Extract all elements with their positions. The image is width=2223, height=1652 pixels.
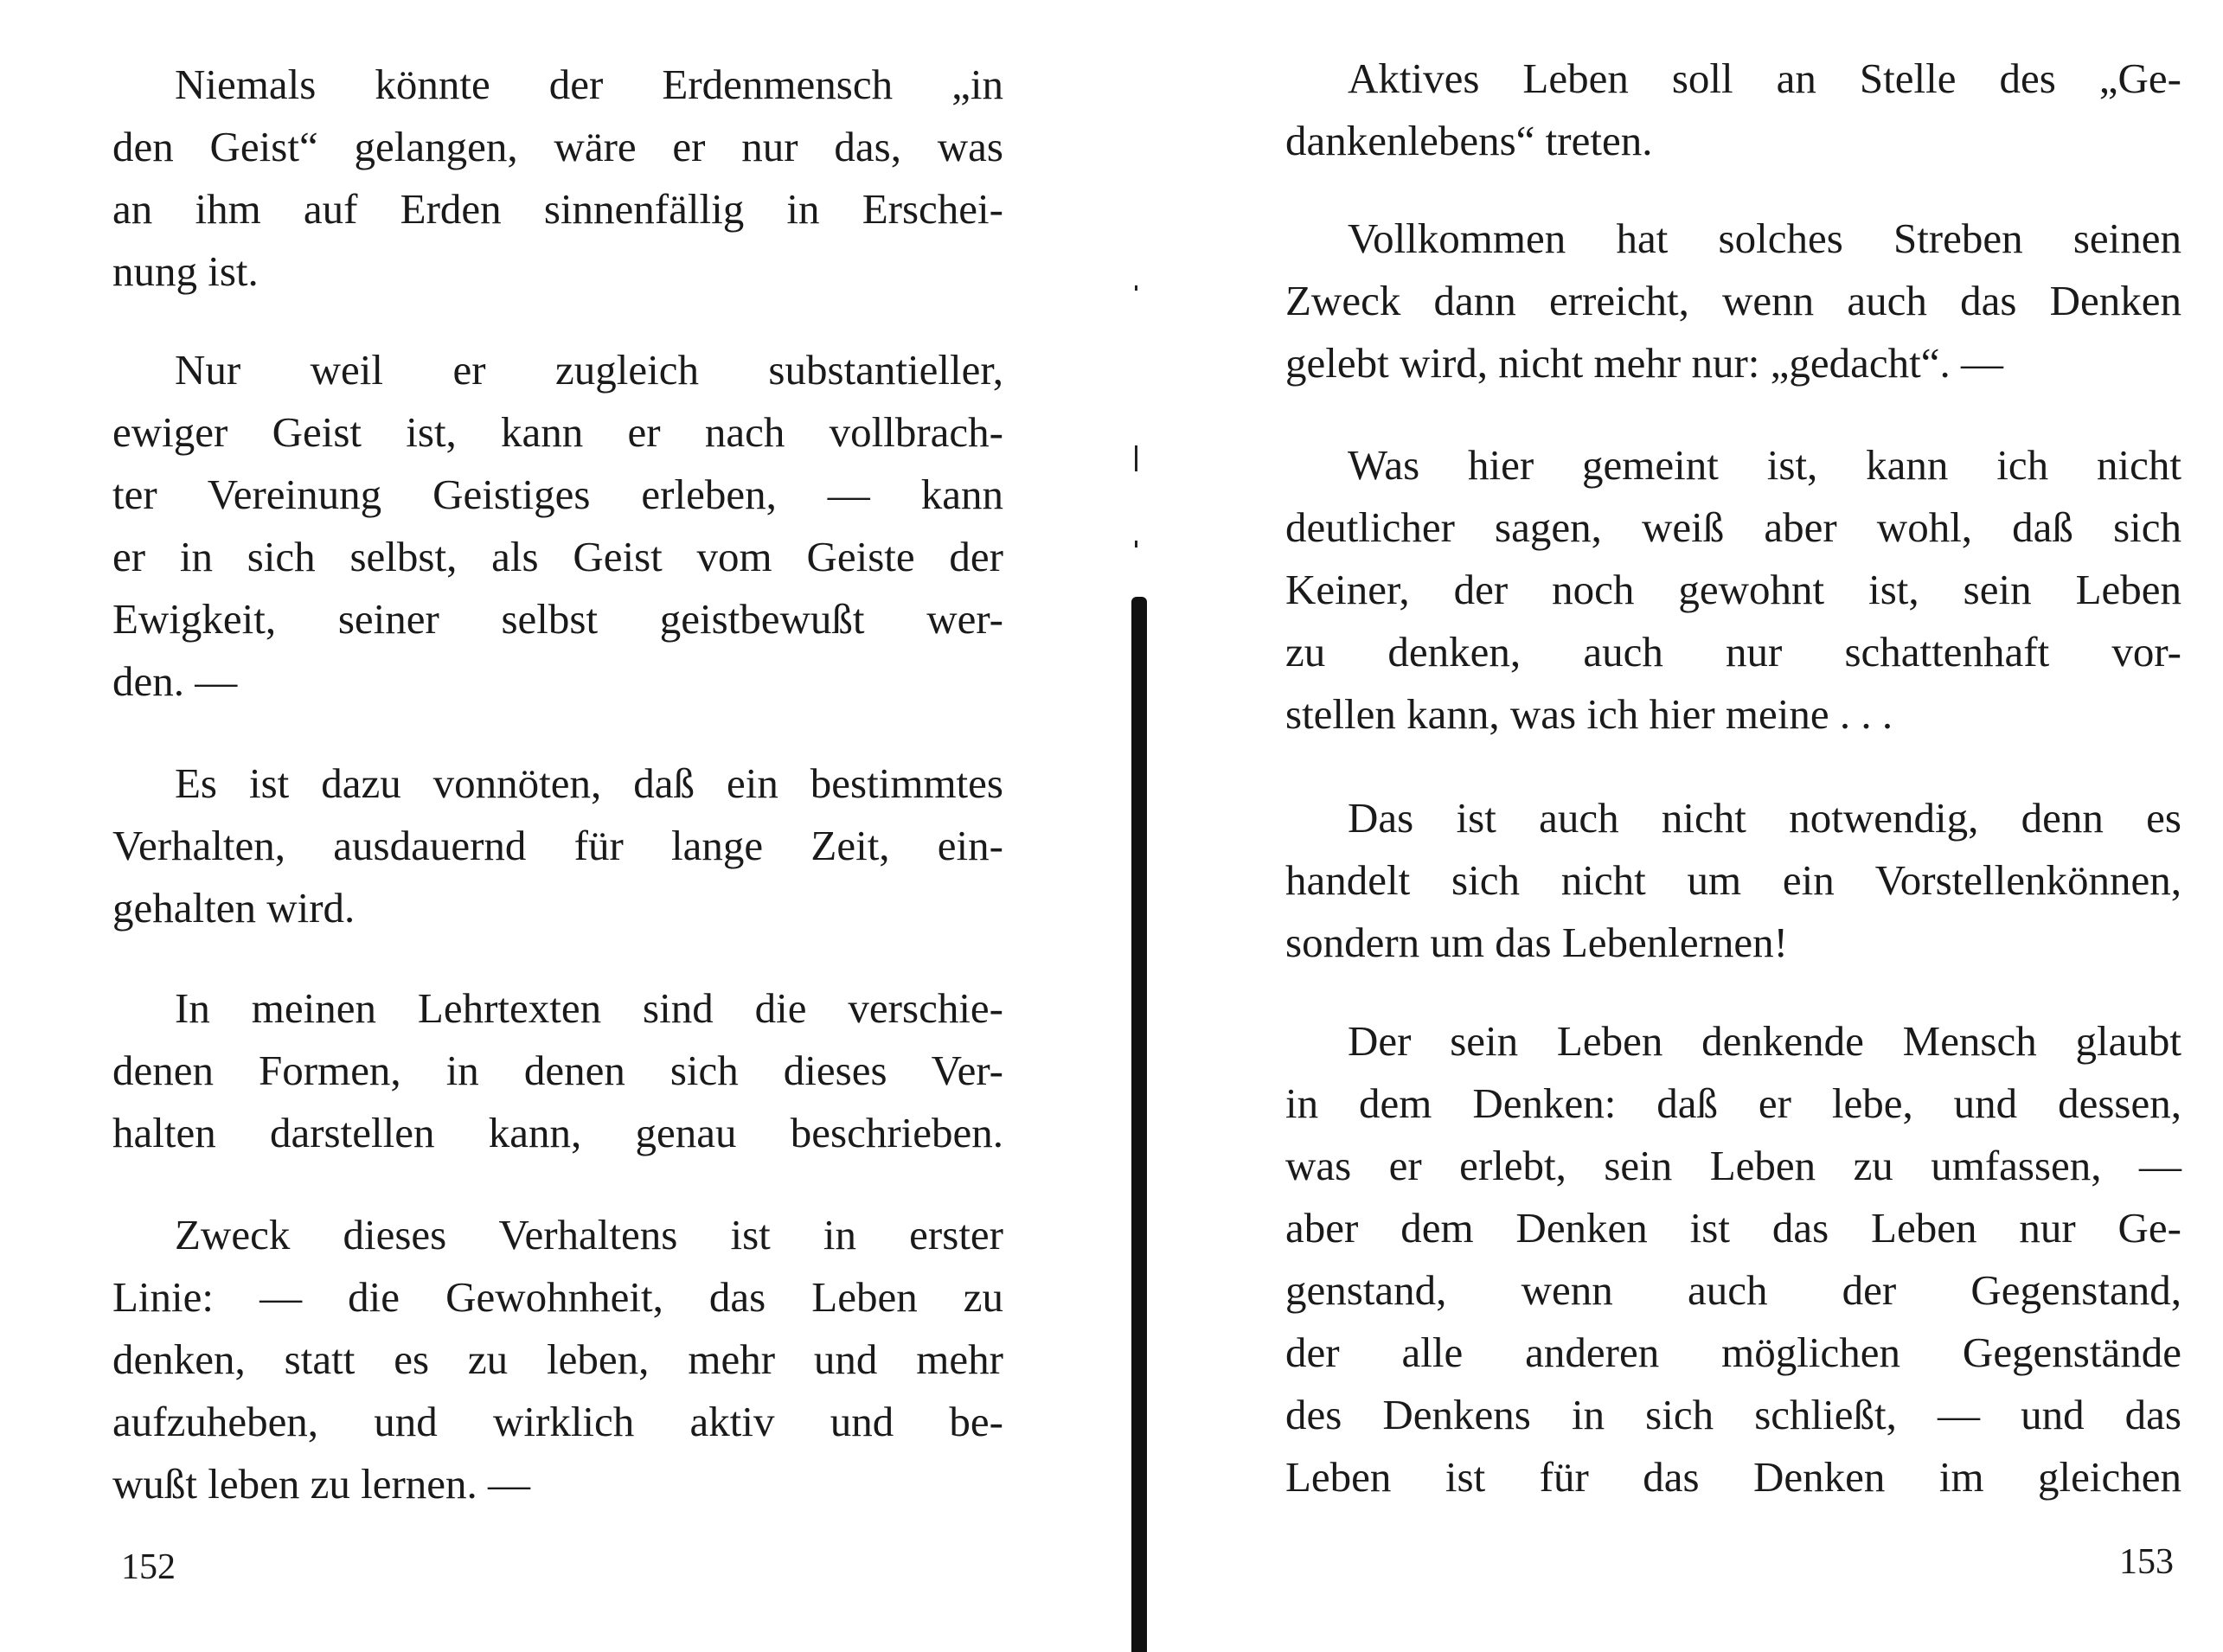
text-line: er in sich selbst, als Geist vom Geiste der (112, 533, 1003, 580)
text-line: Ewigkeit, seiner selbst geistbewußt wer- (112, 595, 1003, 643)
text-line: nung ist. (112, 247, 259, 295)
text-line: Was hier gemeint ist, kann ich nicht (1348, 441, 2181, 489)
text-line: in dem Denken: daß er lebe, und dessen, (1285, 1079, 2181, 1127)
text-line: Verhalten, ausdauernd für lange Zeit, ein- (112, 822, 1003, 869)
text-line: Niemals könnte der Erdenmensch „in (175, 61, 1003, 108)
text-line: In meinen Lehrtexten sind die verschie- (175, 984, 1003, 1032)
text-line: zu denken, auch nur schattenhaft vor- (1285, 628, 2181, 676)
text-line: denen Formen, in denen sich dieses Ver- (112, 1047, 1003, 1094)
text-line: Zweck dieses Verhaltens ist in erster (175, 1211, 1003, 1258)
left-paragraph-1 (112, 54, 1003, 303)
text-line: deutlicher sagen, weiß aber wohl, daß sich (1285, 503, 2181, 551)
text-line: Es ist dazu vonnöten, daß ein bestimmtes (175, 759, 1003, 807)
text-line: dankenlebens“ treten. (1285, 117, 1653, 164)
text-line: stellen kann, was ich hier meine . . . (1285, 690, 1893, 738)
text-line: Keiner, der noch gewohnt ist, sein Leben (1285, 566, 2181, 613)
text-line: gehalten wird. (112, 884, 356, 932)
text-line: wußt leben zu lernen. — (112, 1460, 531, 1508)
page-number: 153 (2119, 1542, 2174, 1582)
text-line: Vollkommen hat solches Streben seinen (1348, 215, 2181, 262)
right-page (1133, 0, 2223, 1652)
text-line: ewiger Geist ist, kann er nach vollbrach- (112, 408, 1003, 456)
text-line: aber dem Denken ist das Leben nur Ge- (1285, 1204, 2181, 1252)
text-line: Linie: — die Gewohnheit, das Leben zu (112, 1273, 1003, 1321)
page-number: 152 (121, 1547, 176, 1587)
text-line: handelt sich nicht um ein Vorstellenkönnen, (1285, 856, 2181, 904)
left-paragraph-2 (112, 339, 1003, 713)
left-paragraph-3 (112, 752, 1003, 939)
left-paragraph-5 (112, 1204, 1003, 1515)
text-line: gelebt wird, nicht mehr nur: „gedacht“. — (1285, 339, 2003, 387)
left-paragraph-4 (112, 977, 1003, 1164)
text-line: genstand, wenn auch der Gegenstand, (1285, 1266, 2181, 1314)
right-paragraph-2 (1285, 208, 2181, 394)
text-line: denken, statt es zu leben, mehr und mehr (112, 1335, 1003, 1383)
right-paragraph-3 (1285, 434, 2181, 746)
text-line: des Denkens in sich schließt, — und das (1285, 1391, 2181, 1438)
text-line: ter Vereinung Geistiges erleben, — kann (112, 471, 1003, 518)
text-line: Nur weil er zugleich substantieller, (175, 346, 1003, 394)
text-line: Das ist auch nicht notwendig, denn es (1348, 794, 2181, 842)
text-line: den. — (112, 657, 238, 705)
text-line: halten darstellen kann, genau beschrieben. (112, 1109, 1003, 1156)
text-line: aufzuheben, und wirklich aktiv und be- (112, 1398, 1003, 1445)
text-line: Leben ist für das Denken im gleichen (1285, 1453, 2181, 1501)
text-line: der alle anderen möglichen Gegenstände (1285, 1329, 2181, 1376)
text-line: sondern um das Lebenlernen! (1285, 919, 1788, 966)
text-line: den Geist“ gelangen, wäre er nur das, was (112, 123, 1003, 170)
text-line: Aktives Leben soll an Stelle des „Ge- (1348, 54, 2181, 102)
text-line: Zweck dann erreicht, wenn auch das Denken (1285, 277, 2181, 324)
right-paragraph-5 (1285, 1010, 2181, 1508)
text-line: Der sein Leben denkende Mensch glaubt (1348, 1017, 2181, 1065)
right-paragraph-4 (1285, 787, 2181, 974)
text-line: an ihm auf Erden sinnenfällig in Erschei- (112, 185, 1003, 233)
text-line: was er erlebt, sein Leben zu umfassen, — (1285, 1142, 2181, 1189)
right-paragraph-1 (1285, 48, 2181, 172)
